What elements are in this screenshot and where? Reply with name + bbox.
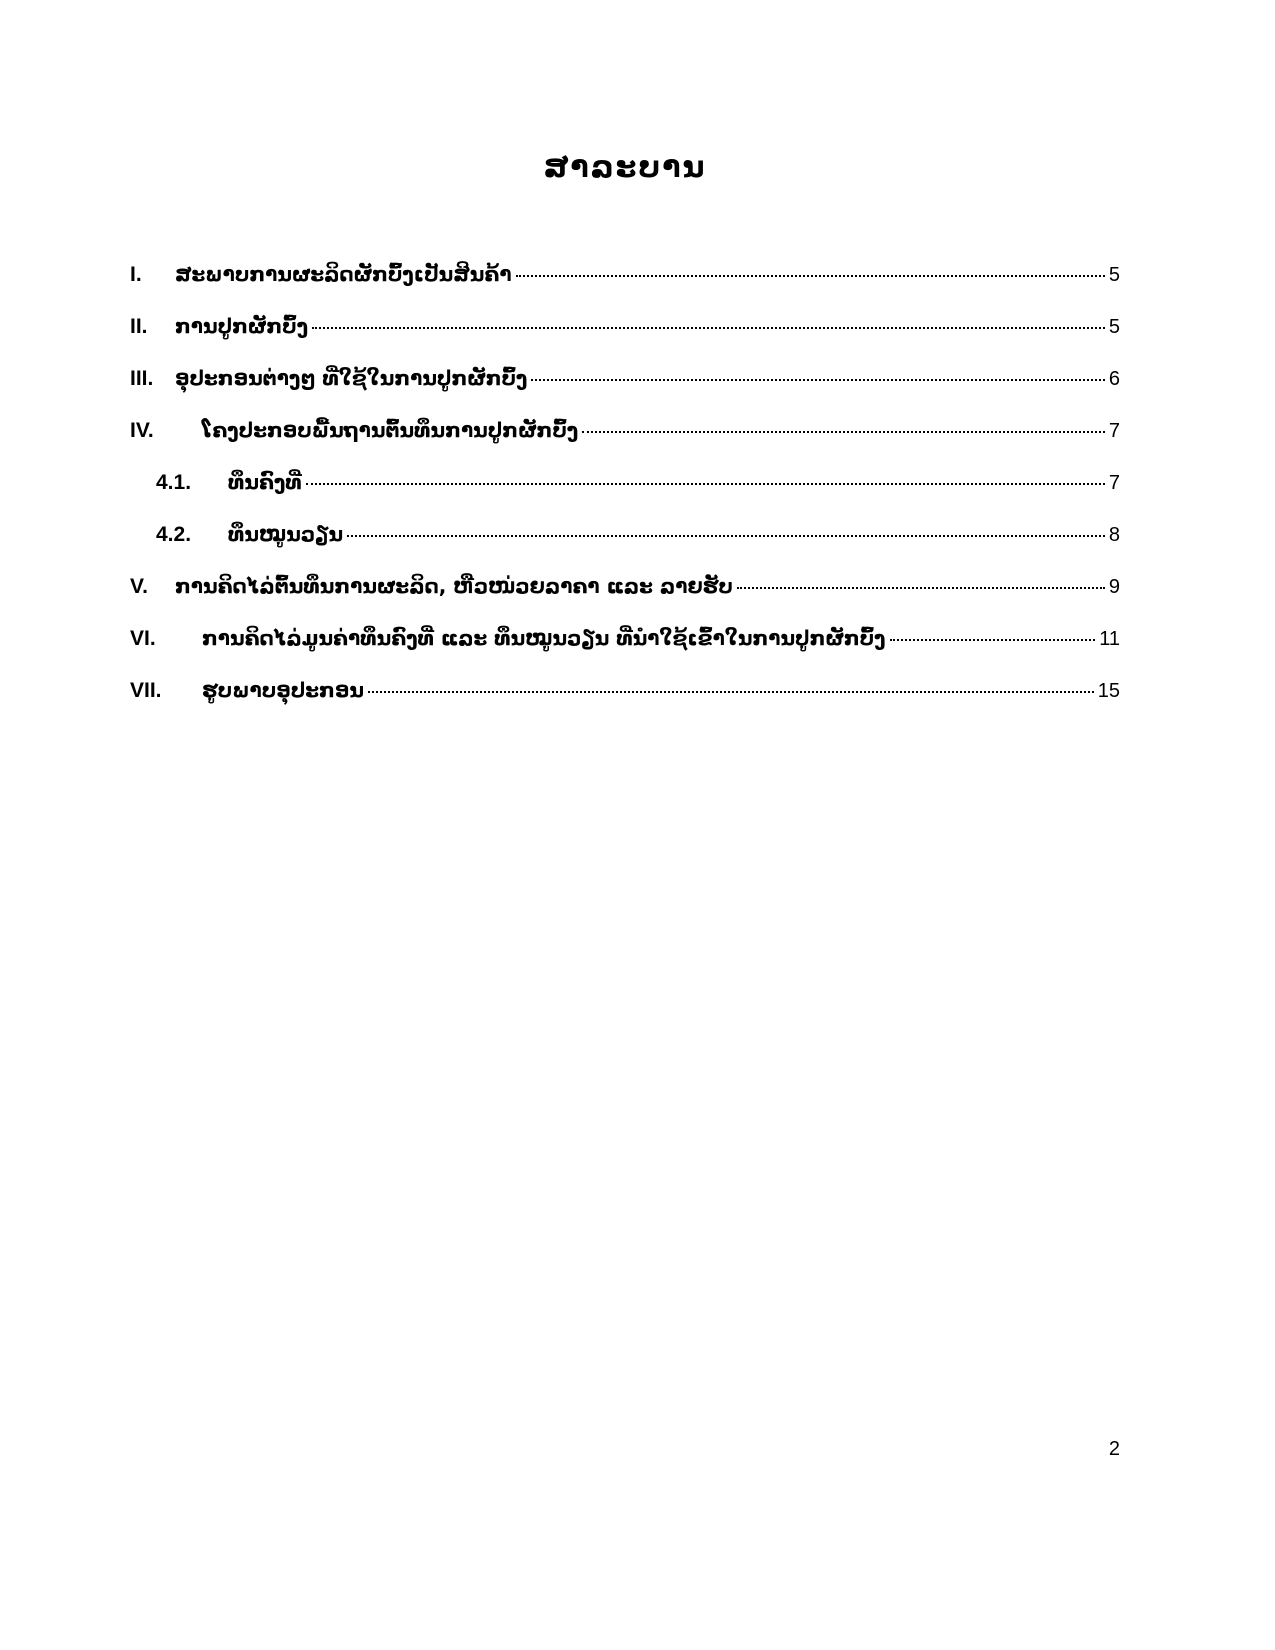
toc-entry-title: ອຸປະກອນຕ່າງໆ ທີ່ໃຊ້ໃນການປູກຜັກບົ້ງ — [175, 366, 528, 390]
toc-dot-leader — [516, 275, 1105, 277]
toc-entry-page: 5 — [1108, 264, 1120, 286]
toc-entry-3[interactable] — [130, 366, 1120, 418]
toc-entry-2[interactable] — [130, 314, 1120, 366]
toc-entry-1[interactable] — [130, 262, 1120, 314]
toc-entry-title: ສະພາບການຜະລິດຜັກບົ້ງເປັນສິນຄ້າ — [175, 262, 512, 286]
toc-dot-leader — [347, 535, 1105, 537]
toc-entry-title: ການປູກຜັກບົ້ງ — [175, 314, 309, 338]
toc-entry-6[interactable] — [130, 626, 1120, 678]
toc-dot-leader — [306, 483, 1105, 485]
page-number: 2 — [1108, 1438, 1120, 1460]
toc-entry-title: ການຄິດໄລ່ມູນຄ່າທຶນຄົງທີ່ ແລະ ທຶນໝູນວຽນ ທີ່ນໍາໃຊ້ເຂົ້າໃນການປູກຜັກບົ້ງ — [202, 626, 886, 650]
toc-dot-leader — [531, 379, 1104, 381]
toc-entry-title: ການຄິດໄລ່ຕົ້ນທຶນການຜະລິດ, ຫືວໜ່ວຍລາຄາ ແລະ ລາຍຮັບ — [175, 574, 733, 598]
toc-entry-number: I. — [130, 263, 142, 286]
toc-entry-title: ຮູບພາບອຸປະກອນ — [202, 678, 364, 702]
toc-entry-title: ໂຄງປະກອບພື້ນຖານຕົ້ນທຶນການປູກຜັກບົ້ງ — [202, 418, 579, 442]
toc-dot-leader — [312, 327, 1105, 329]
toc-entry-number: 4.2. — [156, 523, 192, 546]
toc-entry-page: 11 — [1099, 628, 1120, 650]
toc-entry-page: 8 — [1108, 524, 1120, 546]
toc-entry-4-1[interactable] — [130, 470, 1120, 522]
toc-entry-page: 7 — [1108, 420, 1120, 442]
toc-dot-leader — [890, 639, 1096, 641]
toc-entry-5[interactable] — [130, 574, 1120, 626]
toc-entry-7[interactable] — [130, 678, 1120, 730]
toc-entry-number: VII. — [130, 679, 162, 702]
toc-entry-4-2[interactable] — [130, 522, 1120, 574]
toc-entry-page: 15 — [1097, 680, 1120, 702]
toc-entry-page: 9 — [1108, 576, 1120, 598]
toc-entry-number: III. — [130, 367, 154, 390]
toc-entry-number: V. — [130, 575, 148, 598]
toc-entry-page: 5 — [1108, 316, 1120, 338]
toc-entry-page: 7 — [1108, 472, 1120, 494]
toc-entry-title: ທຶນໝູນວຽນ — [228, 522, 344, 546]
page-title: ສາລະບານ — [543, 150, 707, 185]
toc-dot-leader — [737, 587, 1105, 589]
toc-entry-number: II. — [130, 315, 148, 338]
toc-entry-number: IV. — [130, 419, 154, 442]
toc-dot-leader — [582, 431, 1105, 433]
toc-entry-number: 4.1. — [156, 471, 192, 494]
table-of-contents — [130, 262, 1120, 730]
toc-entry-4[interactable] — [130, 418, 1120, 470]
toc-entry-number: VI. — [130, 627, 156, 650]
toc-entry-title: ທຶນຄົງທີ່ — [228, 470, 302, 494]
toc-entry-page: 6 — [1108, 368, 1120, 390]
toc-dot-leader — [368, 691, 1094, 693]
